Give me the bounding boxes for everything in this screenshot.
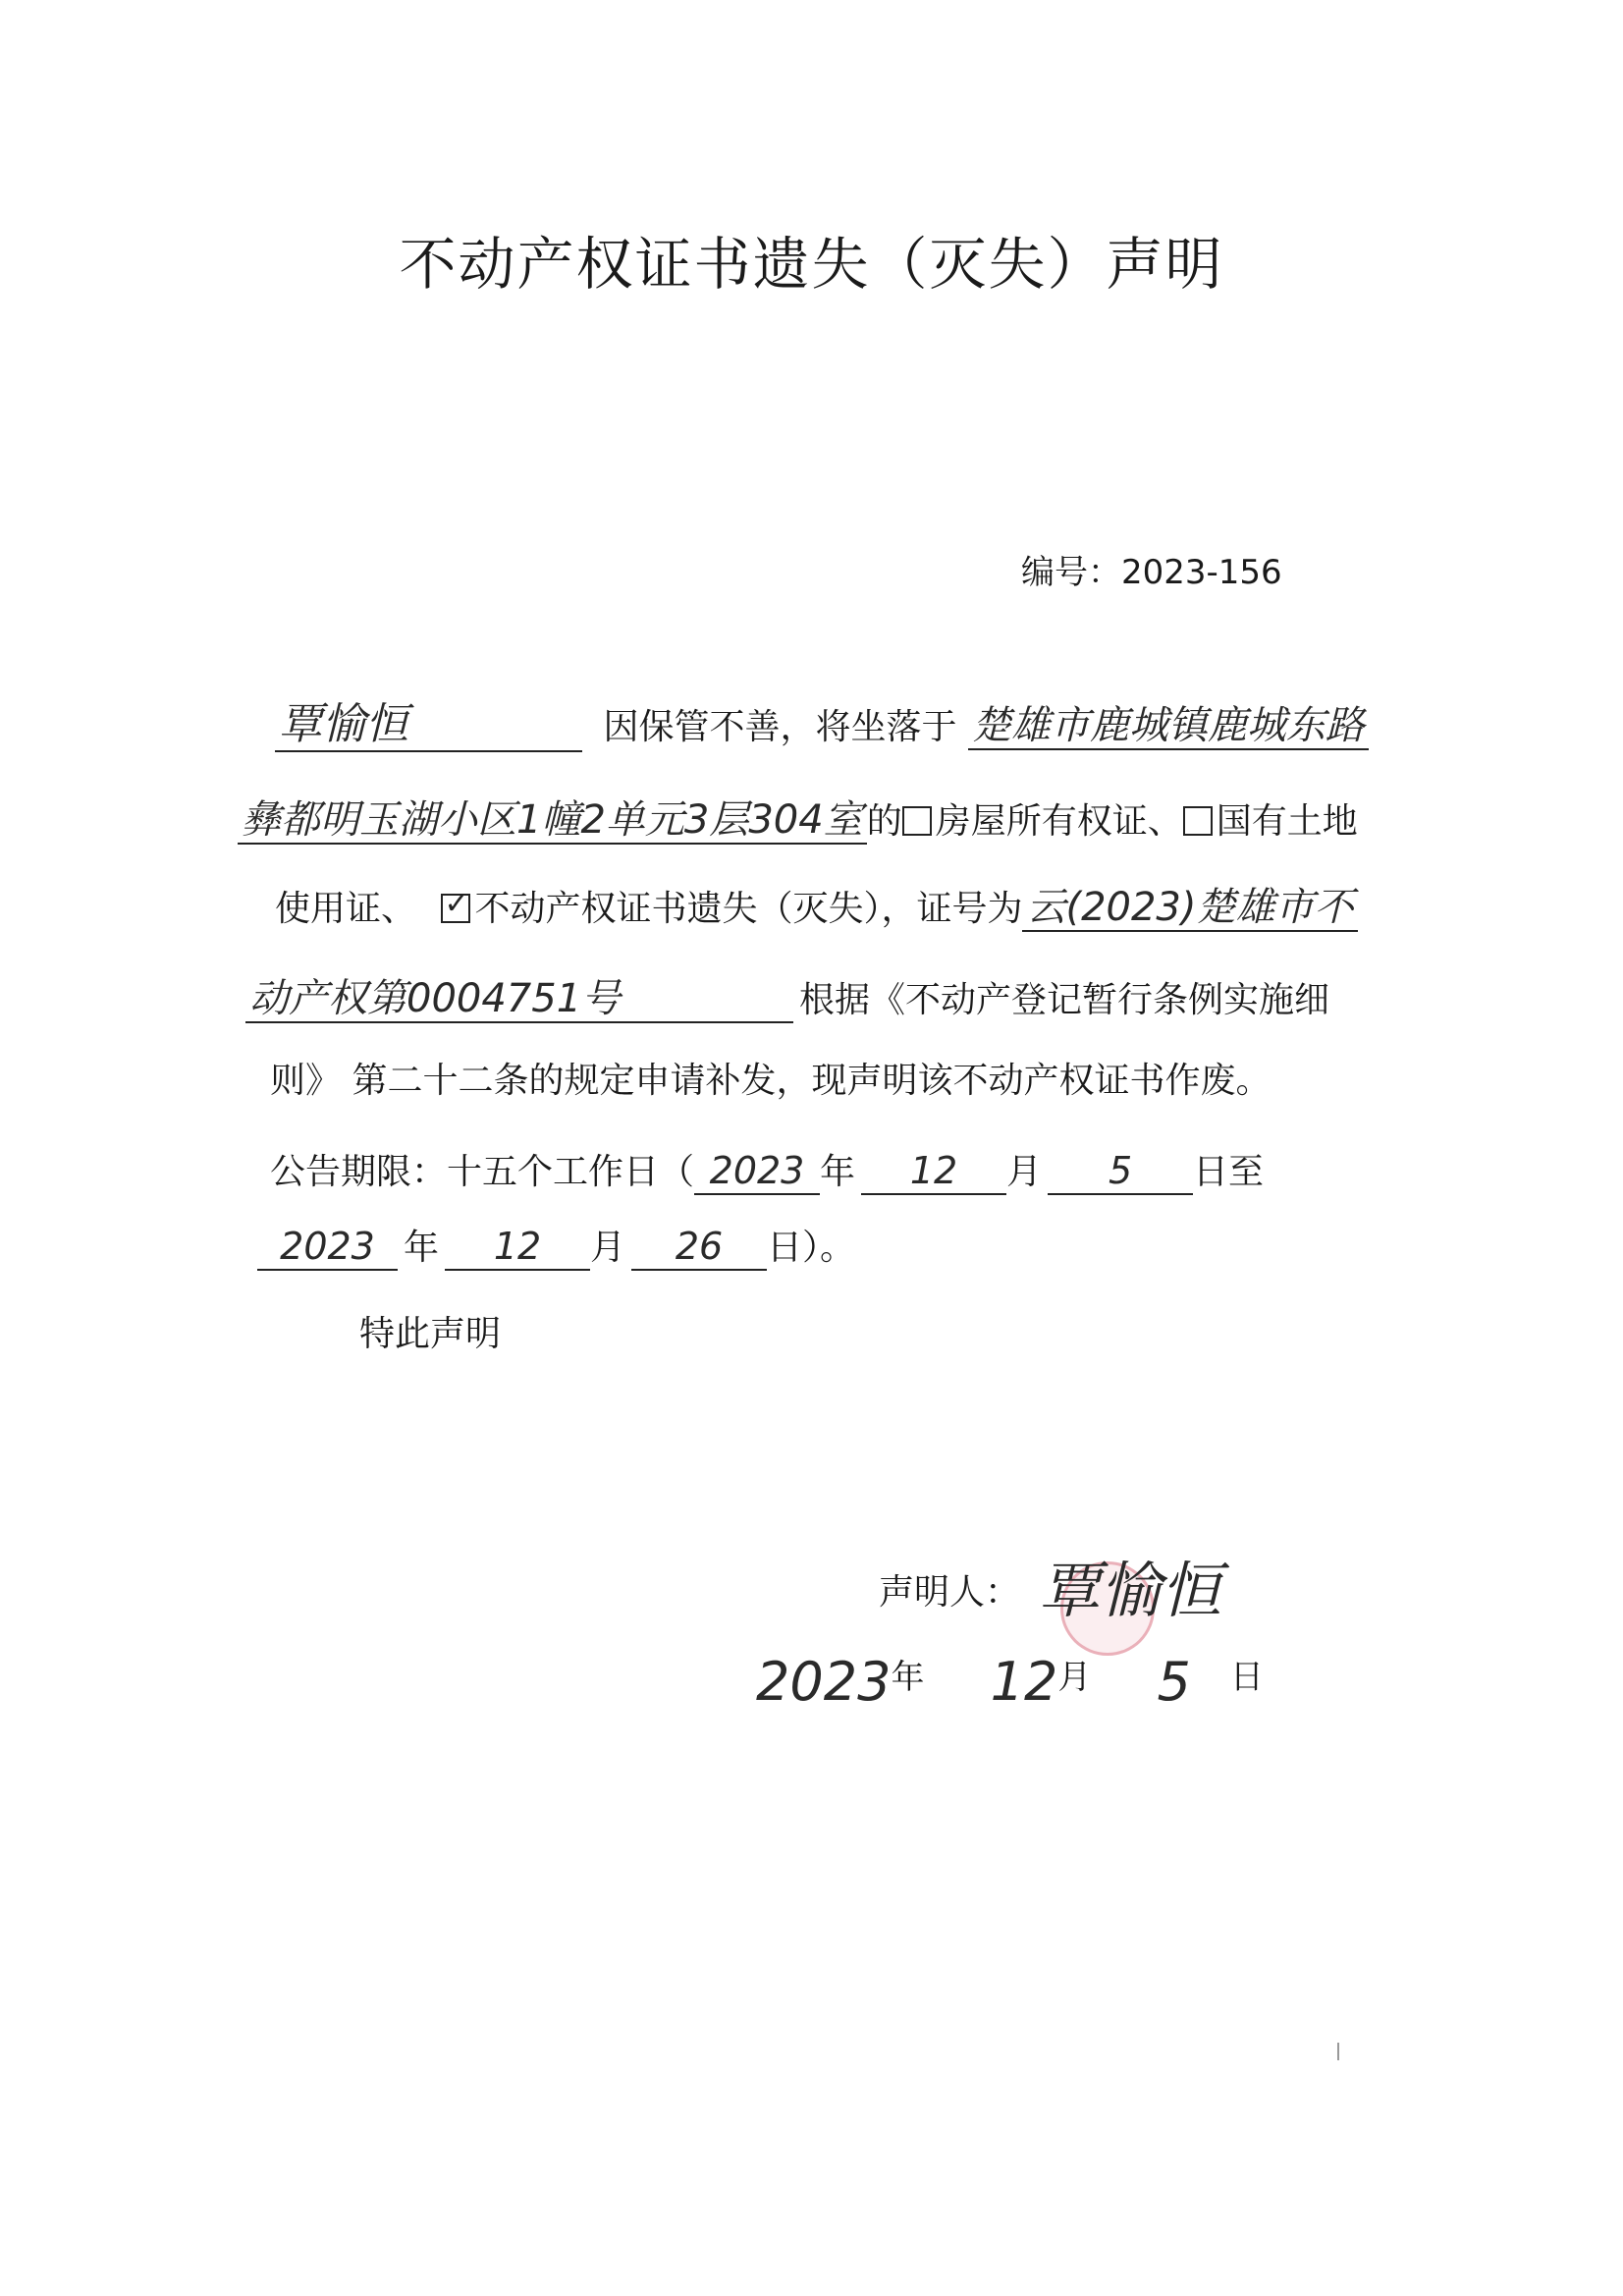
signature-date xyxy=(756,1650,1264,1713)
closing-statement: 特此声明 xyxy=(359,1314,502,1354)
location-field-1: 楚雄市鹿城镇鹿城东路 xyxy=(968,703,1369,750)
start-day-field: 5 xyxy=(1048,1150,1193,1195)
end-year-unit: 年 xyxy=(404,1228,440,1268)
house-certificate-checkbox xyxy=(902,806,932,836)
house-certificate-label: 房屋所有权证、 xyxy=(935,801,1183,842)
signature-day: 5 xyxy=(1157,1651,1191,1713)
declarant-label: 声明人： xyxy=(879,1572,1021,1613)
body-line-1 xyxy=(275,699,1369,752)
close-text: 日）。 xyxy=(767,1228,856,1268)
estate-certificate-label: 不动产权证书遗失（灭失），证号为 xyxy=(474,889,1023,929)
document-number xyxy=(1021,545,1282,593)
after-location-text: 的 xyxy=(866,801,902,842)
to-text: 日至 xyxy=(1193,1152,1265,1192)
land-certificate-label-2: 使用证、 xyxy=(275,889,417,929)
number-value: 2023-156 xyxy=(1121,553,1282,592)
scan-mark xyxy=(1337,2043,1339,2060)
start-month-unit: 月 xyxy=(1006,1152,1043,1192)
end-year-field: 2023 xyxy=(257,1226,398,1271)
owner-name-field: 覃愉恒 xyxy=(275,700,582,752)
start-year-field: 2023 xyxy=(694,1150,820,1195)
body-line-4 xyxy=(245,972,1329,1023)
certificate-number-field-2: 动产权第0004751号 xyxy=(245,976,793,1023)
document-title: 不动产权证书遗失（灭失）声明 xyxy=(399,231,1224,298)
body-line-7 xyxy=(257,1220,855,1271)
basis-text-1: 根据《不动产登记暂行条例实施细 xyxy=(799,980,1330,1020)
location-field-2: 彝都明玉湖小区1幢2单元3层304室 xyxy=(238,797,867,845)
body-line-6 xyxy=(270,1144,1264,1195)
signature-day-unit: 日 xyxy=(1229,1658,1264,1697)
end-month-unit: 月 xyxy=(590,1228,626,1268)
certificate-number-field-1: 云(2023)楚雄市不 xyxy=(1022,885,1357,932)
signature-month-unit: 月 xyxy=(1057,1658,1092,1697)
signature-month: 12 xyxy=(990,1651,1058,1713)
end-day-field: 26 xyxy=(631,1226,767,1271)
land-certificate-label-1: 国有土地 xyxy=(1216,801,1358,842)
period-label: 公告期限：十五个工作日（ xyxy=(270,1152,695,1192)
start-month-field: 12 xyxy=(861,1150,1006,1195)
end-month-field: 12 xyxy=(445,1226,590,1271)
signature-year-unit: 年 xyxy=(891,1658,925,1697)
body-line-3 xyxy=(275,881,1358,932)
body-line-2 xyxy=(238,793,1358,845)
body-line-5 xyxy=(270,1053,1271,1103)
signature-year: 2023 xyxy=(756,1651,892,1713)
number-label: 编号： xyxy=(1021,553,1121,592)
land-certificate-checkbox xyxy=(1183,806,1213,836)
declarant-signature: 覃愉恒 xyxy=(1039,1555,1222,1626)
start-year-unit: 年 xyxy=(820,1152,856,1192)
basis-text-2: 则》 第二十二条的规定申请补发，现声明该不动产权证书作废。 xyxy=(270,1061,1271,1101)
reason-text: 因保管不善，将坐落于 xyxy=(603,707,957,747)
estate-certificate-checkbox xyxy=(441,894,470,923)
